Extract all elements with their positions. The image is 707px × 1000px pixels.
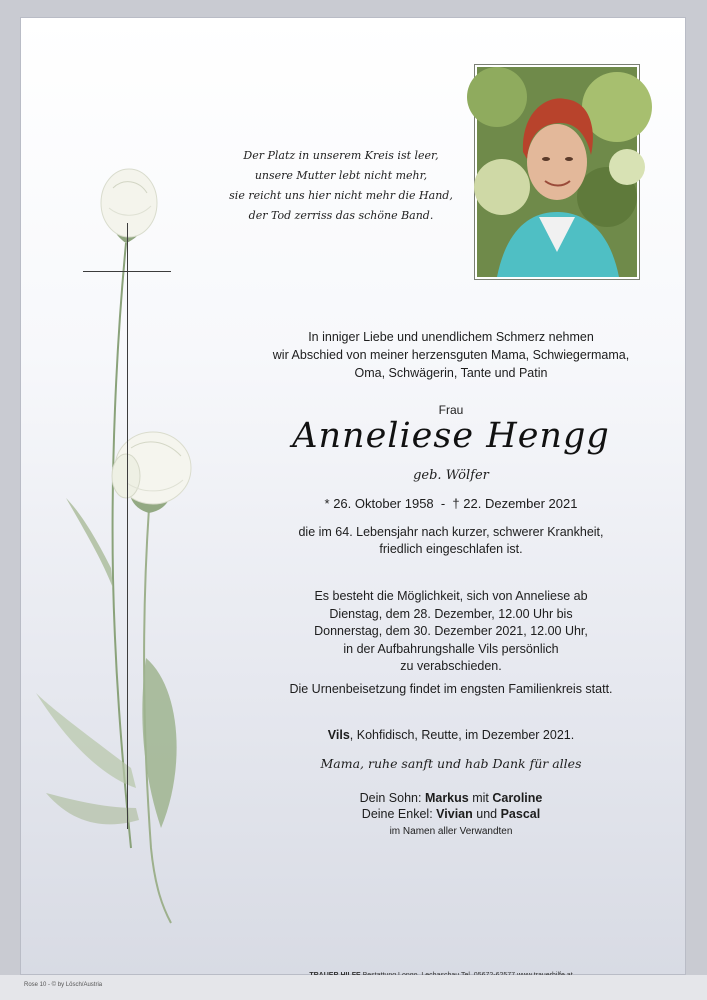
poem-line: Der Platz in unserem Kreis ist leer, xyxy=(243,149,439,162)
intro-text xyxy=(241,328,661,382)
viewing-line: Es besteht die Möglichkeit, sich von Anneliese ab xyxy=(314,589,588,603)
illness-line: die im 64. Lebensjahr nach kurzer, schwerer Krankheit, xyxy=(298,525,604,539)
salutation: Frau xyxy=(438,403,464,417)
white-roses-illustration xyxy=(31,148,241,928)
grandkid-name: Vivian xyxy=(436,807,473,821)
viewing-line: zu verabschieden. xyxy=(400,659,502,673)
farewell-line: Mama, ruhe sanft und hab Dank für alles xyxy=(320,756,582,771)
viewing-line: Dienstag, dem 28. Dezember, 12.00 Uhr bis xyxy=(329,606,573,621)
place-town: Vils xyxy=(327,728,350,742)
grandkids-mid: und xyxy=(472,807,501,821)
poem-line: unsere Mutter lebt nicht mehr, xyxy=(254,169,428,182)
place-and-date xyxy=(241,728,661,742)
son-mid: mit xyxy=(468,791,493,805)
image-credit: Rose 10 - © by Lösch/Austria xyxy=(24,982,103,988)
family-son xyxy=(241,791,661,805)
intro-line: wir Abschied von meiner herzensguten Mama, Schwiegermama, xyxy=(272,348,630,362)
family-relatives: im Namen aller Verwandten xyxy=(389,826,513,837)
poem-line: der Tod zerriss das schöne Band. xyxy=(248,209,434,222)
family-grandchildren xyxy=(241,807,661,821)
deceased-name: Anneliese Hengg xyxy=(292,416,610,456)
place-rest: , Kohfidisch, Reutte, im Dezember 2021. xyxy=(349,728,575,742)
grandkids-prefix: Deine Enkel: xyxy=(361,807,437,821)
son-prefix: Dein Sohn: xyxy=(359,791,425,805)
cross-horizontal xyxy=(83,271,171,272)
illness-text xyxy=(241,524,661,558)
page-margin-bottom xyxy=(0,975,707,1000)
memorial-poem xyxy=(226,146,456,226)
parte-card xyxy=(20,17,686,975)
viewing-line: Donnerstag, dem 30. Dezember 2021, 12.00 Uhr, xyxy=(314,624,588,638)
birth-name: geb. Wölfer xyxy=(413,468,489,483)
grandkid-name: Pascal xyxy=(500,807,541,821)
intro-line: In inniger Liebe und unendlichem Schmerz nehmen xyxy=(308,330,594,344)
cross-vertical xyxy=(127,223,128,829)
urn-burial-note: Die Urnenbeisetzung findet im engsten Familienkreis statt. xyxy=(289,682,613,696)
poem-line: sie reicht uns hier nicht mehr die Hand, xyxy=(229,189,453,202)
viewing-line: in der Aufbahrungshalle Vils persönlich xyxy=(343,641,559,656)
life-dates: * 26. Oktober 1958 - † 22. Dezember 2021 xyxy=(324,496,578,511)
viewing-info xyxy=(241,588,661,676)
son-partner-name: Caroline xyxy=(492,791,543,805)
portrait-photo xyxy=(474,64,640,280)
son-name: Markus xyxy=(424,791,469,805)
intro-line: Oma, Schwägerin, Tante und Patin xyxy=(354,366,548,380)
illness-line: friedlich eingeschlafen ist. xyxy=(379,542,523,556)
